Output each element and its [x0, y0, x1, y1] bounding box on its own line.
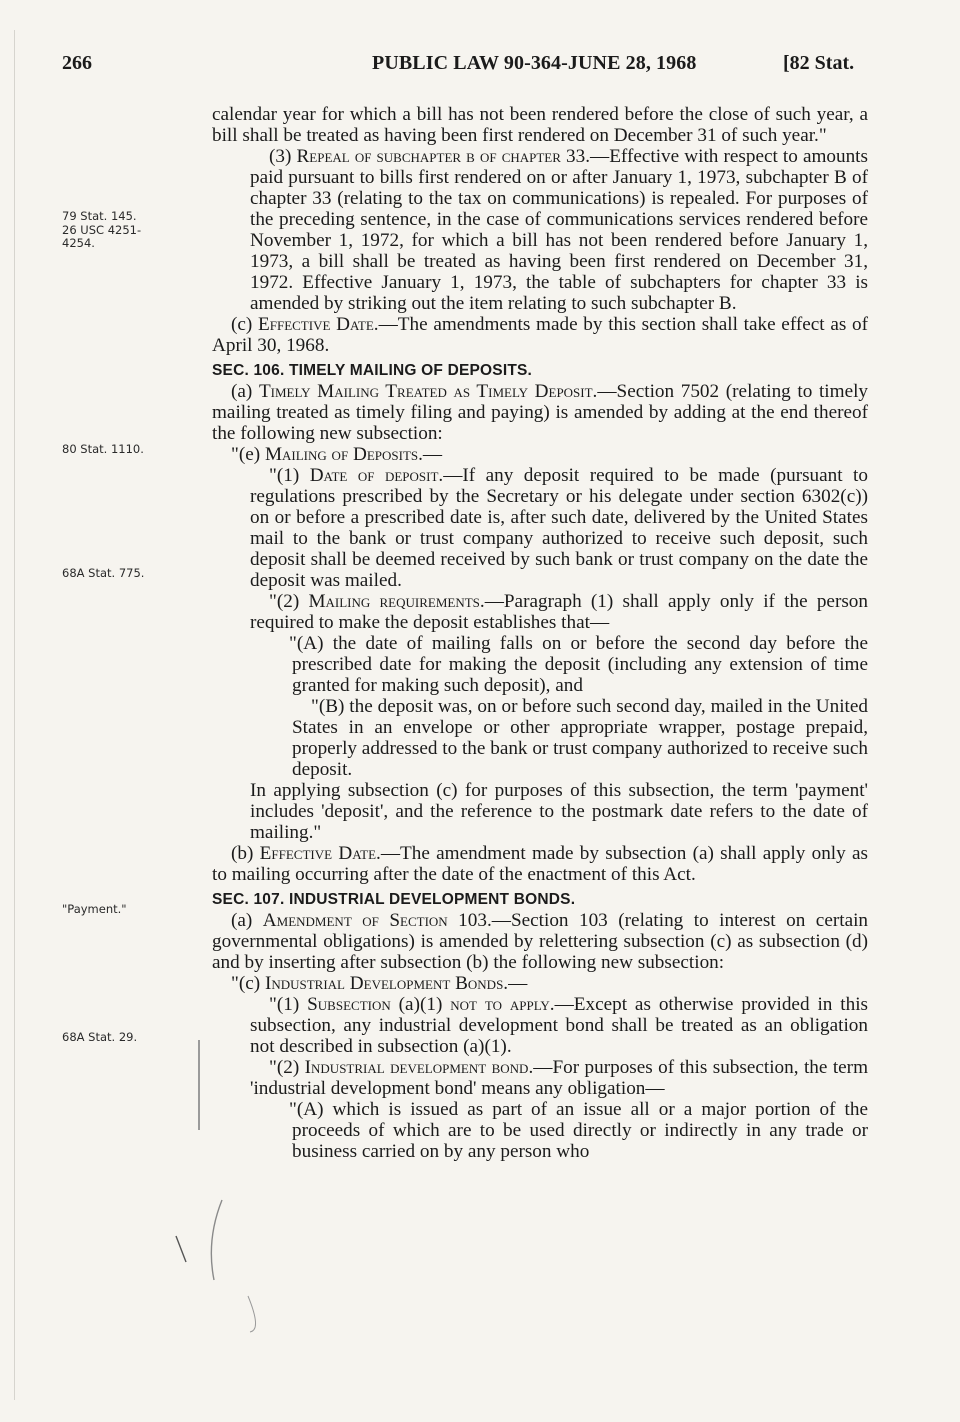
margin-note-68a-stat-775: 68A Stat. 775. — [62, 566, 145, 580]
para-text: —Paragraph (1) shall apply only if the person required to make the deposit establishes that— — [250, 591, 868, 633]
para-number: (a)(1) — [390, 994, 451, 1015]
main-text — [212, 104, 868, 1162]
paragraph — [212, 843, 868, 885]
section-heading: SEC. 106. TIMELY MAILING OF DEPOSITS. — [212, 362, 533, 379]
para-heading: Industrial Development Bonds. — [264, 973, 509, 994]
para-text: — — [422, 444, 443, 465]
margin-note-79-stat — [62, 210, 187, 251]
para-heading: Effective Date. — [259, 843, 381, 864]
para-text: —The amendments made by this section shall take effect as of April 30, 1968. — [212, 314, 869, 356]
paragraph: In applying subsection (c) for purposes of this subsection, the term 'payment' includes 'deposit', and the reference to the postmark date refers to the date of mailing." — [250, 780, 868, 843]
paragraph — [212, 910, 868, 973]
para-text: —For purposes of this subsection, the term 'industrial development bond' means any obligation— — [250, 1057, 868, 1099]
para-number: (c) — [231, 314, 259, 335]
margin-note-line: 79 Stat. 145. — [62, 209, 137, 223]
para-heading: Mailing of Deposits. — [264, 444, 423, 465]
page-number: 266 — [62, 52, 92, 74]
margin-note-80-stat: 80 Stat. 1110. — [62, 442, 144, 456]
para-text: —If any deposit required to be made (pursuant to regulations prescribed by the Secretary or his delegate under section 6302(c)) on or before a prescribed date is, after such date, delivered by the United States mail to the bank or trust company authorized to receive such deposit, such deposit shall be deemed received by such bank or trust company on the date the deposit was mailed. — [250, 465, 868, 591]
para-text: —The amendment made by subsection (a) shall apply only as to mailing occurring after the date of the enactment of this Act. — [212, 843, 869, 885]
margin-note-line: 26 USC 4251- — [62, 222, 142, 237]
para-heading: Subsection — [307, 994, 391, 1015]
para-heading: Timely Mailing Treated as Timely Deposit. — [258, 381, 598, 402]
margin-note-68a-stat-29: 68A Stat. 29. — [62, 1030, 138, 1044]
para-number: "(1) — [269, 994, 308, 1015]
para-number: "(1) — [269, 465, 310, 486]
para-number: (b) — [231, 843, 260, 864]
para-number: "(c) — [231, 973, 265, 994]
section-heading: SEC. 107. INDUSTRIAL DEVELOPMENT BONDS. — [212, 891, 576, 908]
para-text: —Section 103 (relating to interest on certain governmental obligations) is amended by relettering subsection (c) as subsection (d) and by inserting after subsection (b) the following new subsection: — [212, 910, 869, 973]
page-title: PUBLIC LAW 90-364-JUNE 28, 1968 — [372, 52, 697, 74]
para-number: (a) — [231, 910, 263, 931]
para-number: "(2) — [269, 591, 309, 612]
paragraph: calendar year for which a bill has not been rendered before the close of such year, a bill shall be treated as having been first rendered on December 31 of such year." — [212, 104, 868, 146]
paragraph — [212, 465, 868, 591]
paragraph — [212, 1057, 868, 1099]
paragraph — [212, 381, 868, 444]
para-heading: Amendment of Section 103. — [262, 910, 492, 931]
margin-note-line: 4254. — [62, 236, 95, 250]
paragraph — [212, 973, 868, 994]
para-text: —Section 7502 (relating to timely mailing treated as timely filing and paying) is amended by adding at the end thereof the following new subsection: — [212, 381, 869, 444]
paragraph — [212, 591, 868, 633]
paragraph: "(A) which is issued as part of an issue all or a major portion of the proceeds of which are to be used directly or indirectly in any trade or business carried on by any person who — [289, 1099, 868, 1162]
para-number: "(e) — [231, 444, 265, 465]
para-number: "(2) — [269, 1057, 305, 1078]
statute-volume: [82 Stat. — [783, 52, 855, 74]
paragraph: "(B) the deposit was, on or before such second day, mailed in the United States in an envelope or other appropriate wrapper, postage prepaid, properly addressed to the bank or trust company authorized to receive such deposit. — [292, 696, 868, 780]
para-number: (a) — [231, 381, 259, 402]
para-text: — — [508, 973, 528, 994]
margin-note-payment: "Payment." — [62, 902, 127, 916]
change-bar — [198, 1040, 200, 1130]
para-heading: not to apply. — [450, 994, 555, 1015]
page-header — [0, 52, 960, 82]
para-heading: Repeal of subchapter b of chapter 33. — [296, 146, 591, 167]
paragraph — [212, 146, 868, 314]
paragraph — [212, 994, 868, 1057]
page-edge-shadow — [14, 30, 15, 1400]
para-heading: Mailing requirements. — [308, 591, 485, 612]
para-number: (3) — [269, 146, 297, 167]
paragraph — [212, 444, 868, 465]
para-text: —Effective with respect to amounts paid pursuant to bills first rendered on or after January 1, 1973, subchapter B of chapter 33 (relating to the tax on communications) is repealed. For purposes of the preceding sentence, in the case of communications services rendered before November 1, 1972, for which a bill has not been rendered before January 1, 1973, a bill shall be treated as having been first rendered on December 31, 1972. Effective January 1, 1973, the table of subchapters for chapter 33 is amended by striking out the item relating to such subchapter B. — [250, 146, 868, 314]
paragraph — [212, 314, 868, 356]
paragraph: "(A) the date of mailing falls on or before the second day before the prescribed date for making the deposit (including any extension of time granted for making such deposit), and — [289, 633, 868, 696]
para-heading: Effective Date. — [258, 314, 379, 335]
para-text: —Except as otherwise provided in this subsection, any industrial development bond shall be treated as an obligation not described in subsection (a)(1). — [250, 994, 869, 1057]
para-heading: Date of deposit. — [309, 465, 444, 486]
para-heading: Industrial development bond. — [304, 1057, 534, 1078]
